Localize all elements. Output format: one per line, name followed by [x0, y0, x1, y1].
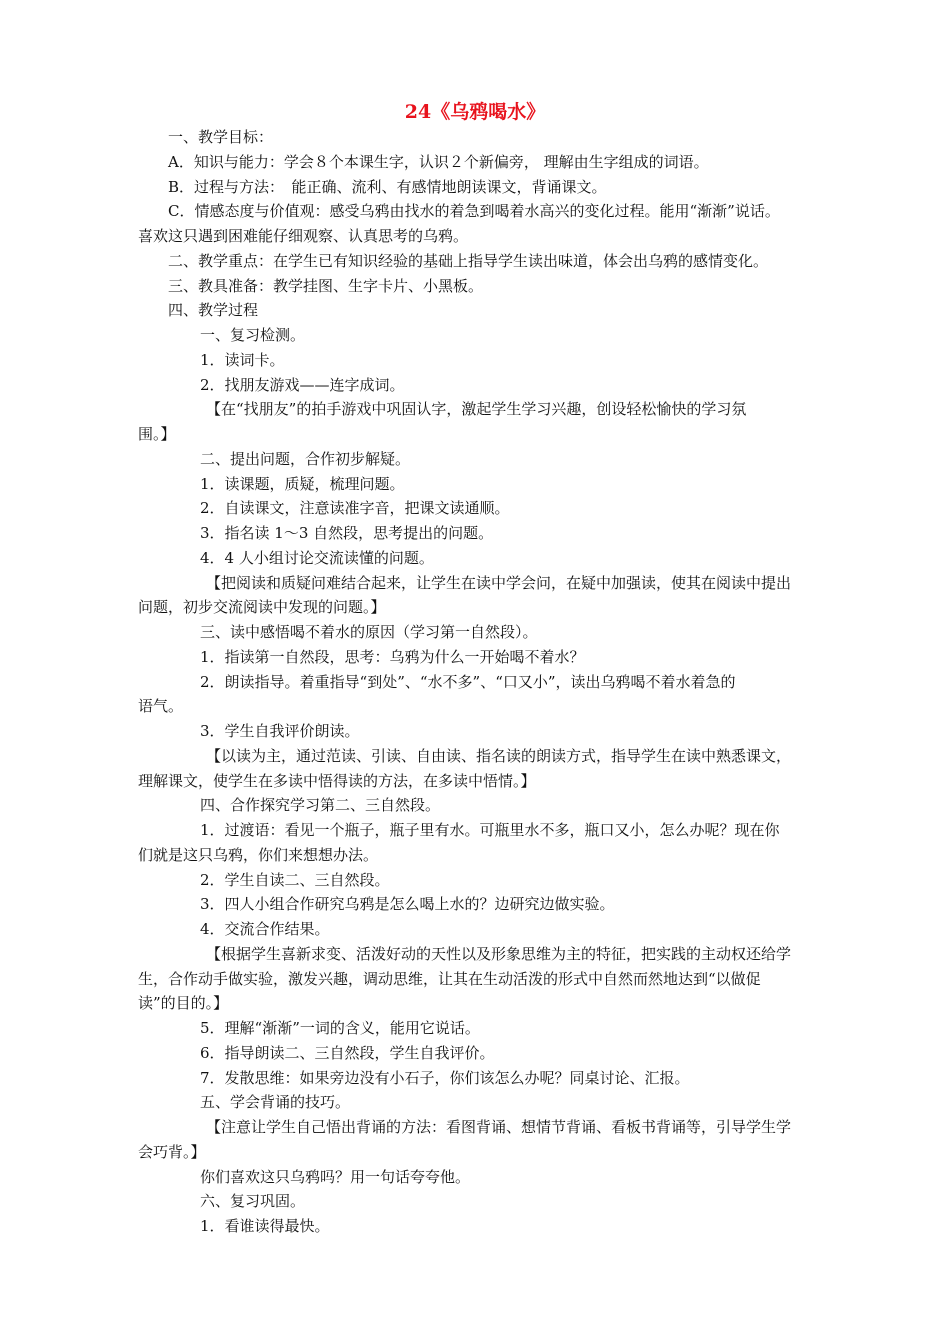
text-line: 1．过渡语：看见一个瓶子，瓶子里有水。可瓶里水不多，瓶口又小，怎么办呢？现在你 [200, 821, 780, 839]
text-line: 3．学生自我评价朗读。 [200, 722, 360, 740]
text-line: 6．指导朗读二、三自然段，学生自我评价。 [200, 1043, 495, 1062]
text-line: 三、读中感悟喝不着水的原因（学习第一自然段）。 [200, 623, 538, 641]
text-line: 1．指读第一自然段，思考：乌鸦为什么一开始喝不着水？ [200, 647, 585, 666]
text-line: 1．读课题，质疑，梳理问题。 [200, 474, 405, 493]
text-line: 2．找朋友游戏——连字成词。 [200, 375, 405, 394]
text-line: 1．读词卡。 [200, 350, 285, 369]
text-line: 【根据学生喜新求变、活泼好动的天性以及形象思维为主的特征，把实践的主动权还给学 [206, 944, 792, 963]
text-line: 你们喜欢这只乌鸦吗？用一句话夸夸他。 [200, 1167, 471, 1186]
text-line: A．知识与能力：学会８个本课生字，认识２个新偏旁， 理解由生字组成的词语。 [168, 152, 709, 171]
text-line: 语气。 [138, 697, 184, 716]
text-line: 5．理解“渐渐”一词的含义，能用它说话。 [200, 1019, 480, 1037]
text-line: 【注意让学生自己悟出背诵的方法：看图背诵、想情节背诵、看板书背诵等，引导学生学 [206, 1118, 792, 1136]
text-line: 2．朗读指导。着重指导“到处”、“水不多”、“口又小”，读出乌鸦喝不着水着急的 [200, 672, 736, 691]
text-line: 会巧背。】 [138, 1142, 206, 1161]
text-line: 1．看谁读得最快。 [200, 1217, 330, 1235]
text-line: 五、学会背诵的技巧。 [200, 1093, 351, 1112]
text-line: 【把阅读和质疑问难结合起来，让学生在读中学会问，在疑中加强读，使其在阅读中提出 [206, 573, 792, 592]
text-line: 3．四人小组合作研究乌鸦是怎么喝上水的？边研究边做实验。 [200, 895, 615, 914]
text-line: 围。】 [138, 425, 176, 443]
text-line: 读”的目的。】 [138, 994, 229, 1013]
text-line: 生，合作动手做实验，激发兴趣，调动思维，让其在生动活泼的形式中自然而然地达到“以做促 [138, 969, 761, 988]
text-line: 【以读为主，通过范读、引读、自由读、指名读的朗读方式，指导学生在读中熟悉课文， [206, 746, 792, 765]
text-line: 【在“找朋友”的拍手游戏中巩固认字，激起学生学习兴趣，创设轻松愉快的学习氛 [206, 400, 747, 419]
text-line: C．情感态度与价值观：感受乌鸦由找水的着急到喝着水高兴的变化过程。能用“渐渐”说话。 [168, 202, 780, 221]
text-line: 们就是这只乌鸦，你们来想想办法。 [138, 845, 379, 864]
text-line: 3．指名读 1～3 自然段，思考提出的问题。 [200, 524, 494, 542]
text-line: 4．交流合作结果。 [200, 920, 330, 938]
text-line: 理解课文，使学生在多读中悟得读的方法，在多读中悟情。】 [138, 771, 536, 790]
text-line: 四、教学过程 [168, 301, 259, 320]
text-line: 四、合作探究学习第二、三自然段。 [200, 796, 441, 815]
text-line: B．过程与方法： 能正确、流利、有感情地朗读课文，背诵课文。 [168, 177, 607, 196]
text-line: 六、复习巩固。 [200, 1192, 306, 1211]
text-line: 4．4 人小组讨论交流读懂的问题。 [200, 548, 434, 567]
text-line: 问题，初步交流阅读中发现的问题。】 [138, 598, 386, 617]
text-line: 二、教学重点：在学生已有知识经验的基础上指导学生读出味道，体会出乌鸦的感情变化。 [168, 251, 769, 270]
text-line: 2．自读课文，注意读准字音，把课文读通顺。 [200, 499, 510, 518]
text-line: 一、复习检测。 [200, 326, 306, 344]
text-line: 7．发散思维：如果旁边没有小石子，你们该怎么办呢？同桌讨论、汇报。 [200, 1068, 690, 1087]
text-line: 2．学生自读二、三自然段。 [200, 870, 390, 889]
text-line: 三、教具准备：教学挂图、生字卡片、小黑板。 [168, 276, 484, 295]
text-line: 二、提出问题，合作初步解疑。 [200, 449, 411, 468]
document-title: 24《乌鸦喝水》 [404, 101, 546, 123]
text-line: 一、教学目标： [168, 128, 274, 146]
text-line: 喜欢这只遇到困难能仔细观察、认真思考的乌鸦。 [138, 227, 469, 245]
document-body [138, 125, 860, 1239]
